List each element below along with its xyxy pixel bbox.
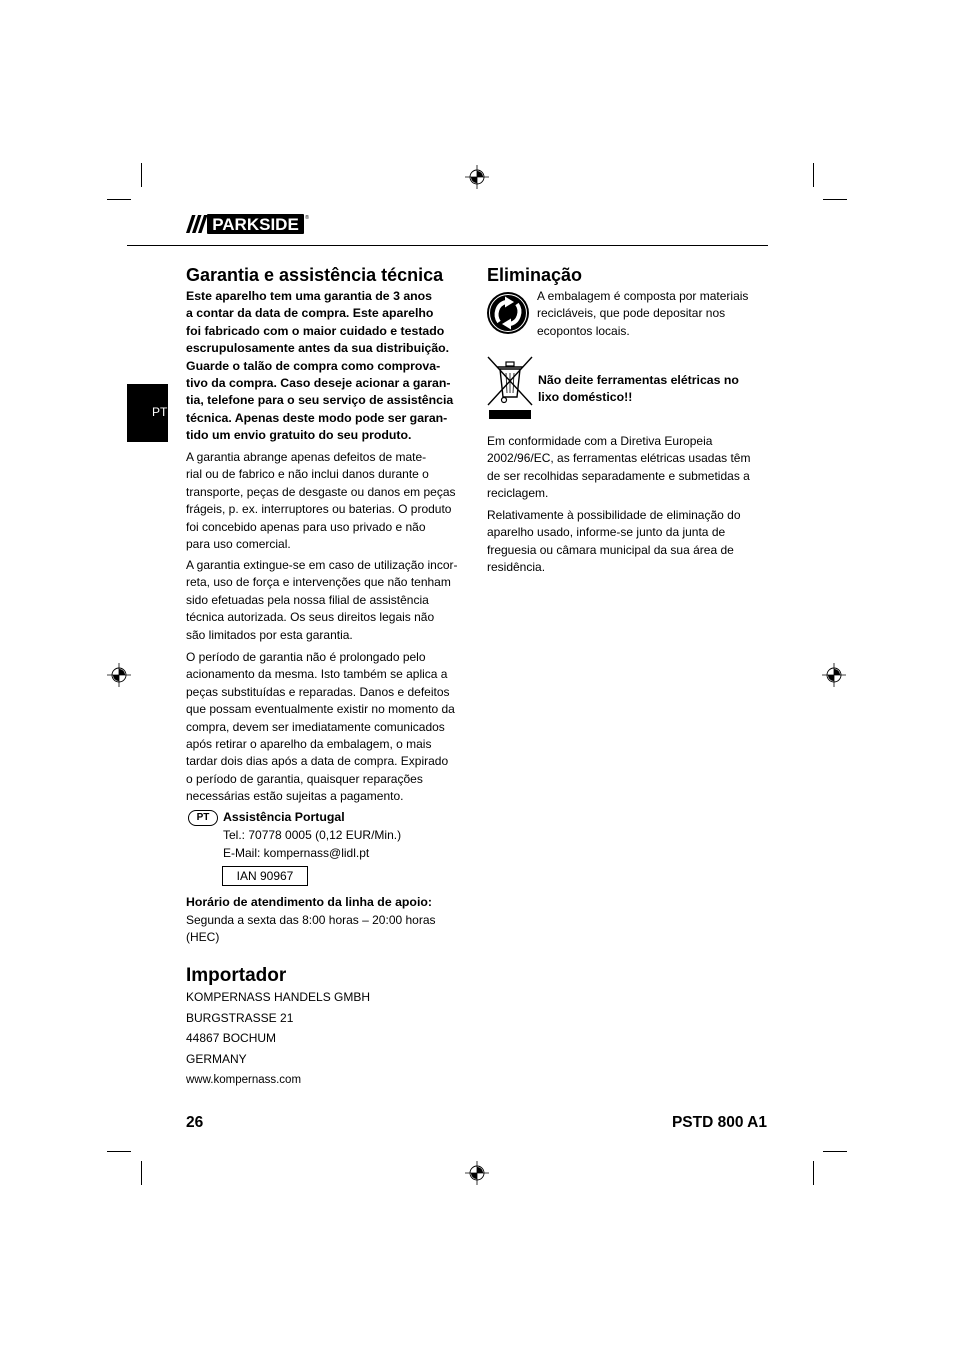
disposal-title: Eliminação [487, 265, 583, 285]
crop-mark [813, 163, 814, 187]
brand-logo [185, 213, 309, 235]
model-number: PSTD 800 A1 [671, 1114, 767, 1131]
warranty-paragraph: A garantia extingue-se em caso de utilização incor- reta, uso de força e intervenções que não tenham sido efetuadas pela nossa filial de assistência técnica autorizada. Os seus direitos legais não são limitados por esta garantia. [186, 558, 458, 642]
crop-mark [813, 1161, 814, 1185]
packaging-note: A embalagem é composta por materiais recicláveis, que pode depositar nos ecopontos locais. [537, 289, 749, 338]
language-tab [127, 384, 168, 442]
importer-website: www.kompernass.com [186, 1074, 302, 1086]
registration-mark-icon [822, 663, 846, 687]
disposal-paragraph: Em conformidade com a Diretiva Europeia 2002/96/EC, as ferramentas elétricas usadas têm de ser recolhidas separadamente e submetidas a reciclagem. [487, 434, 751, 501]
service-center-name: Assistência Portugal [223, 810, 345, 824]
warranty-intro: Este aparelho tem uma garantia de 3 anos a contar da data de compra. Este aparelho foi fabricado com o maior cuidado e testado escrupulosamente antes da sua distribuição. Guarde o talão de compra como comprova- tivo da compra. Caso deseje acionar a garan- tia, telefone para o seu serviço de assistência técnica. Apenas deste modo pode ser garan- tido um envio gratuito do seu produto. [186, 289, 454, 443]
language-tab-label: PT [152, 405, 168, 419]
logo-wordmark: PARKSIDE [212, 215, 299, 234]
crop-mark [823, 1151, 847, 1152]
importer-title: Importador [186, 965, 287, 986]
page-number: 26 [186, 1114, 204, 1131]
hotline-hours-text: Segunda a sexta das 8:00 horas – 20:00 horas (HEC) [186, 913, 436, 945]
weee-warning: Não deite ferramentas elétricas no lixo doméstico!! [538, 373, 739, 405]
hotline-hours-label: Horário de atendimento da linha de apoio: [186, 895, 432, 909]
registration-mark-icon [107, 663, 131, 687]
logo-registered-mark: ® [305, 215, 309, 221]
crop-mark [107, 1151, 131, 1152]
crop-mark [823, 199, 847, 200]
service-phone: Tel.: 70778 0005 (0,12 EUR/Min.) [223, 828, 402, 842]
recycling-icon [486, 291, 530, 335]
service-email: E-Mail: kompernass@lidl.pt [223, 846, 370, 860]
importer-address: KOMPERNASS HANDELS GMBH BURGSTRASSE 21 44867 BOCHUM GERMANY [186, 990, 371, 1067]
crop-mark [141, 163, 142, 187]
registration-mark-icon [465, 165, 489, 189]
country-badge: PT [188, 810, 218, 826]
crop-mark [141, 1161, 142, 1185]
warranty-paragraph: O período de garantia não é prolongado pelo acionamento da mesma. Isto também se aplica a peças substituídas e reparadas. Danos e defeitos que possam eventualmente existir no momento da compra, devem ser imediatamente comunicados após retirar o aparelho da embalagem, o mais tardar dois dias após a data de compra. Expirado o período de garantia, quaisquer reparações necessárias estão sujeitas a pagamento. [186, 650, 455, 804]
warranty-title: Garantia e assistência técnica [186, 265, 444, 285]
ian-number-box: IAN 90967 [222, 866, 308, 886]
crop-mark [107, 199, 131, 200]
warranty-paragraph: A garantia abrange apenas defeitos de mate- rial ou de fabrico e não inclui danos durante o transporte, peças de desgaste ou danos em peças frágeis, p. ex. interruptores ou baterias. O produto foi concebido apenas para uso privado e não para uso comercial. [186, 450, 456, 552]
header-divider [127, 245, 768, 246]
registration-mark-icon [465, 1161, 489, 1185]
crossed-out-wheelie-bin-icon [486, 355, 534, 423]
disposal-paragraph: Relativamente à possibilidade de eliminação do aparelho usado, informe-se junto da junta de freguesia ou câmara municipal da sua área de residência. [487, 508, 741, 575]
